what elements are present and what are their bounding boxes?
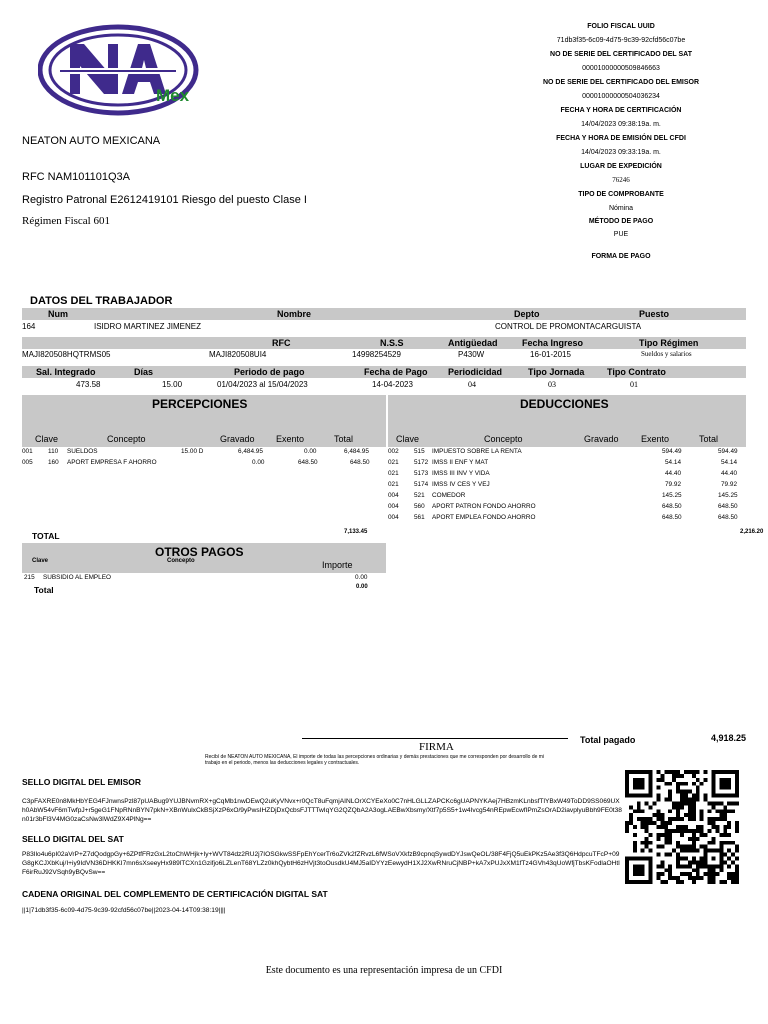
cell-concepto: SUELDOS: [67, 448, 98, 455]
ded-h-total: Total: [699, 434, 719, 444]
cell-tipo: 005: [22, 459, 33, 466]
worker-values-1: [22, 322, 746, 334]
company-registro: Registro Patronal E2612419101 Riesgo del puesto Clase I: [22, 194, 307, 206]
logo-mex-text: Mex: [156, 86, 190, 105]
company-logo: [38, 24, 202, 116]
cell-gravado: 0.00: [252, 459, 265, 466]
total-pagado-value: 4,918.25: [711, 733, 747, 743]
cell-exento: 594.49: [662, 448, 682, 455]
v-jornada: 03: [548, 380, 556, 389]
fecha-emision-label: FECHA Y HORA DE EMISIÓN DEL CFDI: [556, 135, 686, 142]
h-periodicidad: Periodicidad: [448, 367, 503, 377]
ded-total-value: 2,216.20: [740, 529, 764, 535]
v-rfc: MAJI820508UI4: [209, 350, 267, 359]
otros-h-clave: Clave: [32, 558, 49, 564]
tipo-comp-value: Nómina: [608, 205, 634, 212]
fecha-cert-label: FECHA Y HORA DE CERTIFICACIÓN: [560, 107, 682, 114]
worker-header-3: [22, 366, 746, 378]
table-row: [388, 481, 746, 490]
table-row: [388, 492, 746, 501]
perc-total-label: TOTAL: [32, 531, 60, 541]
cell-tipo: 004: [388, 514, 399, 521]
v-antiguedad: P430W: [458, 350, 485, 359]
perc-h-clave: Clave: [35, 434, 59, 444]
company-rfc: RFC NAM101101Q3A: [22, 171, 131, 183]
metodo-value: PUE: [613, 231, 629, 238]
deducciones-rows: [388, 448, 746, 538]
table-row: [388, 514, 746, 523]
cell-concepto: SUBSIDIO AL EMPLEO: [43, 574, 111, 581]
lugar-value: 76246: [612, 176, 630, 184]
table-row: [388, 459, 746, 468]
cell-clave: 110: [48, 448, 59, 455]
cell-gravado: 6,484.95: [238, 448, 263, 455]
cell-concepto: APORT PATRON FONDO AHORRO: [432, 503, 536, 510]
cell-tipo: 001: [22, 448, 33, 455]
tipo-comp-label: TIPO DE COMPROBANTE: [578, 191, 664, 198]
cell-clave: 515: [414, 448, 425, 455]
folio-label: FOLIO FISCAL UUID: [587, 23, 655, 30]
percepciones-rows: [22, 448, 386, 478]
cell-exento: 648.50: [662, 503, 682, 510]
lugar-label: LUGAR DE EXPEDICIÓN: [580, 163, 662, 170]
v-periodicidad: 04: [468, 380, 476, 389]
forma-label: FORMA DE PAGO: [591, 253, 651, 260]
deducciones-title: DEDUCCIONES: [520, 397, 609, 411]
worker-section-title: DATOS DEL TRABAJADOR: [30, 295, 173, 307]
cell-clave: 5173: [414, 470, 429, 477]
ded-h-concepto: Concepto: [484, 434, 523, 444]
ded-h-clave: Clave: [396, 434, 420, 444]
v-contrato: 01: [630, 380, 638, 389]
cell-clave: 5174: [414, 481, 429, 488]
otros-h-concepto: Concepto: [167, 558, 195, 564]
fecha-emision-value: 14/04/2023 09:33:19a. m.: [581, 149, 661, 156]
cell-clave: 160: [48, 459, 59, 466]
cell-tipo: 021: [388, 481, 399, 488]
cell-tipo: 002: [388, 448, 399, 455]
cert-emisor-label: NO DE SERIE DEL CERTIFICADO DEL EMISOR: [542, 79, 700, 86]
cell-total: 145.25: [718, 492, 738, 499]
h-dias: Días: [134, 367, 154, 377]
perc-h-total: Total: [334, 434, 354, 444]
cell-tipo: 021: [388, 459, 399, 466]
cell-clave: 215: [24, 574, 35, 581]
cell-total: 44.40: [721, 470, 737, 477]
cell-exento: 54.14: [665, 459, 681, 466]
h-periodo: Periodo de pago: [234, 367, 305, 377]
cell-concepto: APORT EMPRESA F AHORRO: [67, 459, 157, 466]
v-tipo-regimen: Sueldos y salarios: [641, 350, 692, 358]
total-pagado-label: Total pagado: [580, 735, 636, 745]
cell-concepto: IMSS IV CES Y VEJ: [432, 481, 490, 488]
cert-sat-label: NO DE SERIE DEL CERTIFICADO DEL SAT: [550, 51, 692, 58]
company-regimen: Régimen Fiscal 601: [22, 215, 110, 227]
sello-sat-value: P83Ilo4u6pI02aVrP+Z7dQodgpGy+6ZPtfFRzGxL2toChWHjk+Iy+WVT84dz2RU2j7IOSGkwSSFpEhYcerTr6oZVk2fZRvzL6fWSoVXkfzB9cpnqSywdDYJswQeOL/38F4FjQ5uEkPKz5Ae3f3Q6HdpcuTFcP+09G8gKCJXbKuj/I+iy9IdVN36DHKKI7mn6sXseeyHx989lTCXn1Gzifjo6LZLenT68YLZz0khQybtH6zHVjt3toOusdkU4MJ5aIDYYzEewydH1XJ2XwRNruCjNBP+kA7xPUJxXM1fTz4GVh43qUoWfjTbsKFodlaOHtlF6irRuJ92VSqh9yBQvSw==: [22, 851, 620, 876]
otros-pagos-header: [22, 543, 386, 573]
cell-concepto: APORT EMPLEA FONDO AHORRO: [432, 514, 536, 521]
percepciones-title: PERCEPCIONES: [152, 397, 248, 411]
firma-line: [302, 738, 568, 739]
cell-total: 648.50: [350, 459, 370, 466]
ded-h-gravado: Gravado: [584, 434, 619, 444]
cell-exento: 79.92: [665, 481, 681, 488]
h-puesto: Puesto: [639, 309, 670, 319]
fiscal-info: [510, 22, 732, 261]
qr-code-icon: [625, 770, 739, 884]
v-nombre: ISIDRO MARTINEZ JIMENEZ: [94, 322, 201, 331]
cert-emisor-value: 00001000000504036234: [582, 93, 660, 100]
cell-total: 648.50: [718, 503, 738, 510]
sello-sat-title: SELLO DIGITAL DEL SAT: [22, 834, 124, 844]
table-row: [388, 503, 746, 512]
v-fecha-ingreso: 16-01-2015: [530, 350, 571, 359]
v-periodo: 01/04/2023 al 15/04/2023: [217, 380, 308, 389]
h-antiguedad: Antigüedad: [448, 338, 498, 348]
h-tipo-regimen: Tipo Régimen: [639, 338, 699, 348]
metodo-label: MÉTODO DE PAGO: [588, 218, 654, 225]
cell-total: 79.92: [721, 481, 737, 488]
footer-note: Este documento es una representación impresa de un CFDI: [265, 965, 503, 976]
cell-total: 594.49: [718, 448, 738, 455]
h-nss: N.S.S: [380, 338, 404, 348]
perc-h-exento: Exento: [276, 434, 305, 444]
cell-exento: 0.00: [304, 448, 317, 455]
h-rfc: RFC: [272, 338, 291, 348]
perc-h-concepto: Concepto: [107, 434, 146, 444]
otros-total-value: 0.00: [356, 584, 368, 590]
cell-exento: 44.40: [665, 470, 681, 477]
cell-clave: 560: [414, 503, 425, 510]
table-row: [388, 470, 746, 479]
h-fecha-pago: Fecha de Pago: [364, 367, 428, 377]
firma-label: FIRMA: [419, 741, 454, 753]
otros-h-importe: Importe: [322, 560, 353, 570]
worker-header-2: [22, 337, 746, 349]
cell-tipo: 004: [388, 503, 399, 510]
v-dias: 15.00: [162, 380, 183, 389]
firma-disclaimer: Recibí de NEATON AUTO MEXICANA, El importe de todas las percepciones ordinarias y demás prestaciones que me corresponden por desarrollo de mi trabajo en el periodo, menos las deducciones legales y contractuales.: [205, 754, 545, 766]
cell-concepto: IMSS II ENF Y MAT: [432, 459, 489, 466]
h-sal: Sal. Integrado: [36, 367, 96, 377]
cell-concepto: COMEDOR: [432, 492, 466, 499]
cell-clave: 5172: [414, 459, 429, 466]
cell-total: 648.50: [718, 514, 738, 521]
cell-dias: 15.00 D: [181, 448, 204, 455]
h-jornada: Tipo Jornada: [528, 367, 585, 377]
otros-total-label: Total: [34, 585, 54, 595]
table-row: [22, 459, 386, 468]
cell-importe: 0.00: [355, 574, 368, 581]
table-row: [22, 448, 386, 457]
v-depto: CONTROL DE PROMONTACARGUISTA: [495, 322, 642, 331]
percepciones-header: [22, 395, 386, 447]
perc-total-value: 7,133.45: [344, 529, 368, 535]
h-fecha-ingreso: Fecha Ingreso: [522, 338, 584, 348]
cert-sat-value: 00001000000509846663: [582, 65, 660, 72]
v-sal: 473.58: [76, 380, 101, 389]
folio-value: 71db3f35-6c09-4d75-9c39-92cfd56c07be: [556, 37, 686, 44]
cell-clave: 521: [414, 492, 425, 499]
cell-exento: 648.50: [298, 459, 318, 466]
worker-values-3: [22, 380, 746, 392]
cell-clave: 561: [414, 514, 425, 521]
otros-pagos-rows: [22, 574, 386, 596]
worker-header-1: [22, 308, 746, 320]
totals-row: [22, 528, 764, 542]
otros-pagos-title: OTROS PAGOS: [155, 545, 244, 559]
ded-h-exento: Exento: [641, 434, 670, 444]
cell-exento: 648.50: [662, 514, 682, 521]
cadena-value: ||1|71db3f35-6c09-4d75-9c39-92cfd56c07be||2023-04-14T09:38:19||||: [22, 907, 226, 914]
table-row: [388, 448, 746, 457]
table-row: [22, 574, 386, 583]
v-fecha-pago: 14-04-2023: [372, 380, 413, 389]
worker-values-2: [22, 350, 746, 362]
sello-emisor-title: SELLO DIGITAL DEL EMISOR: [22, 777, 142, 787]
h-nombre: Nombre: [277, 309, 312, 319]
deducciones-header: [388, 395, 746, 447]
v-nss: 14998254529: [352, 350, 401, 359]
cell-exento: 145.25: [662, 492, 682, 499]
cell-tipo: 021: [388, 470, 399, 477]
sello-emisor-value: C3pFAXRE0n8MkHbYEG4FJnwnsPzl87pUABug9YUJBNvmRX+gCqMb1nwDEwQ2uKyVNvx+r0QcT8uFqmjAINLOrXCYEeXo0C7nHLGLLZAPCKc6gUAPNYKAej7HBzmKLnbsfTlYBxW49ToDD9SS069UXh0AbW54vF6mTwfpJ+r5geG1FNpRNnBYN7pkN+XBnWulxCkBSjXzP6xO/9yPwsIHZDjDxQcbsFJTTTwIqYG2QZQbA2A3ogLAEBwXbsmy/Xtf7p5S5+1w4Ivcg54nREpwEcwfIPmZsOrAD2iavplyuBbh9FE0t38n01r3bFl3V4MG0zaCsNw3lWdZ9X4PlNg==: [22, 798, 622, 823]
h-depto: Depto: [514, 309, 540, 319]
cell-concepto: IMSS III INV Y VIDA: [432, 470, 490, 477]
cell-tipo: 004: [388, 492, 399, 499]
perc-h-gravado: Gravado: [220, 434, 255, 444]
v-num: 164: [22, 322, 36, 331]
h-num: Num: [48, 309, 68, 319]
fecha-cert-value: 14/04/2023 09:38:19a. m.: [581, 121, 661, 128]
v-curp: MAJI820508HQTRMS05: [22, 350, 111, 359]
h-contrato: Tipo Contrato: [607, 367, 666, 377]
company-name: NEATON AUTO MEXICANA: [22, 135, 161, 147]
cell-total: 54.14: [721, 459, 737, 466]
cell-concepto: IMPUESTO SOBRE LA RENTA: [432, 448, 522, 455]
cell-total: 6,484.95: [344, 448, 369, 455]
cadena-title: CADENA ORIGINAL DEL COMPLEMENTO DE CERTIFICACIÓN DIGITAL SAT: [22, 889, 328, 899]
